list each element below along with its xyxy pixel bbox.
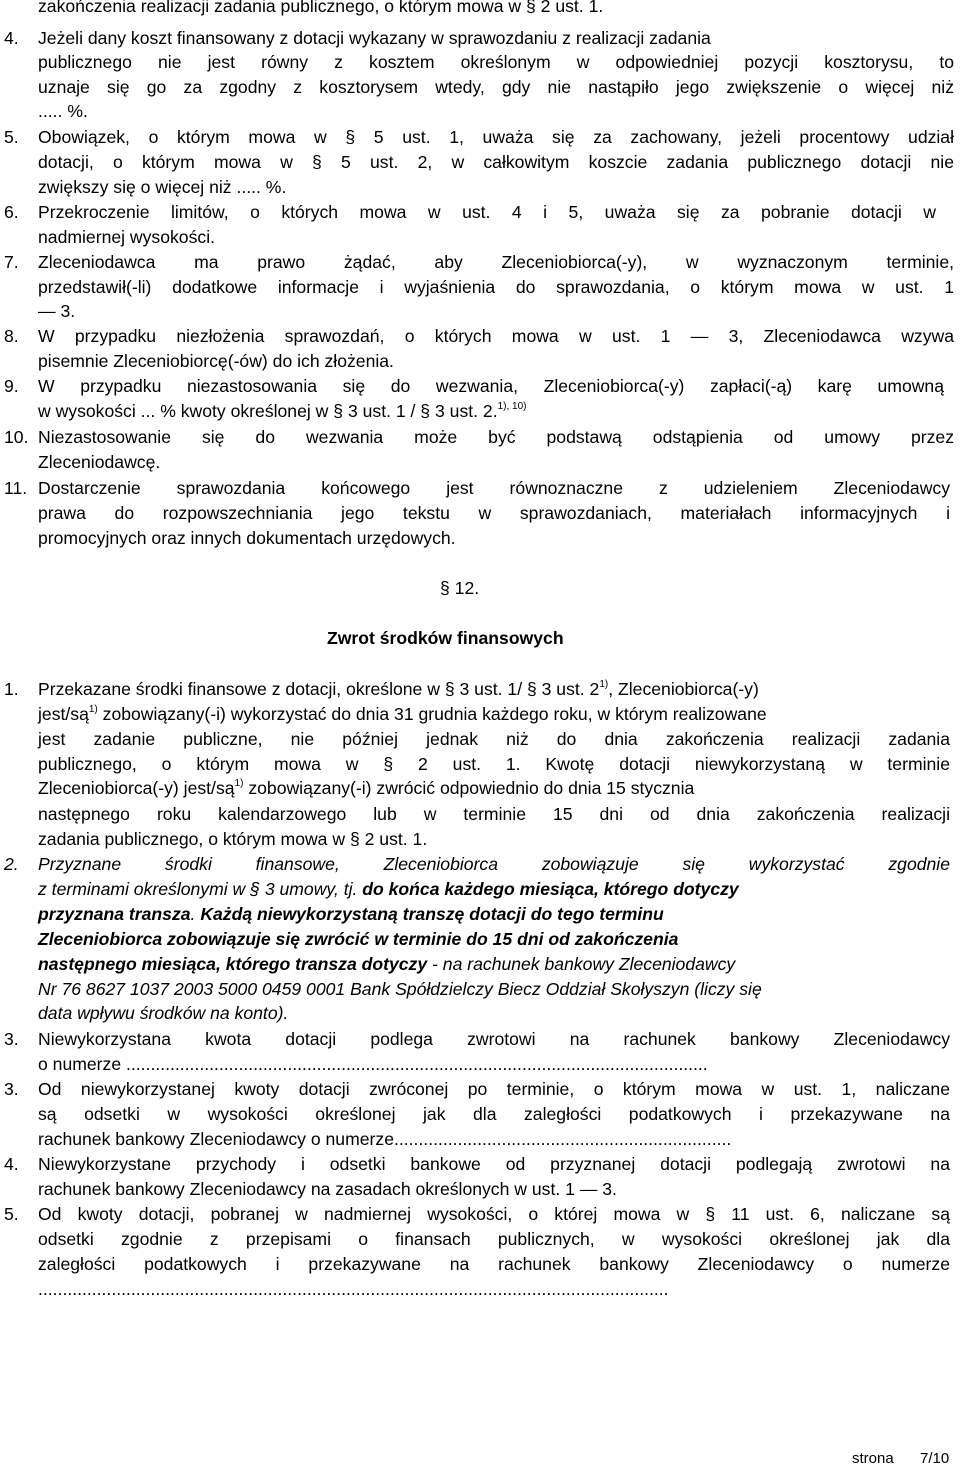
text-line: ..... %. [38, 101, 88, 121]
text-line: dotacji, o którym mowa w § 5 ust. 2, w całkowitym koszcie zadania publicznego dotacji nie [38, 152, 954, 172]
item-number: 11. [4, 478, 28, 498]
text-line: z terminami określonymi w § 3 umowy, tj. do końca każdego miesiąca, którego dotyczy [38, 879, 739, 899]
item-number: 5. [4, 127, 19, 147]
text-line: Niewykorzystana kwota dotacji podlega zwrotowi na rachunek bankowy Zleceniodawcy [38, 1029, 950, 1049]
item-number: 6. [4, 202, 19, 222]
text-line: o numerze ....................................................................................................................... [38, 1054, 708, 1074]
text-line: zadania publicznego, o którym mowa w § 2 ust. 1. [38, 829, 428, 849]
footnote-ref: 1) [599, 679, 609, 691]
text-line: zwiększy się o więcej niż ..... %. [38, 177, 287, 197]
text-line: odsetki zgodnie z przepisami o finansach publicznych, w wysokości określonej jak dla [38, 1229, 950, 1249]
item-number: 8. [4, 326, 19, 346]
footnote-ref: 1), 10) [497, 401, 527, 413]
text-line: Zleceniobiorca(-y) jest/$są^{1)}$ zobowiązany(-i) zwrócić odpowiednio do dnia 15 stycznia [38, 778, 695, 798]
item-number: 4. [4, 1154, 19, 1174]
text-line: Nr 76 8627 1037 2003 5000 0459 0001 Bank Spółdzielczy Biecz Oddział Skołyszyn (liczy się [38, 979, 762, 999]
section-number: § 12. [440, 578, 480, 598]
text-line: jest/$są^{1)}$ zobowiązany(-i) wykorzystać do dnia 31 grudnia każdego roku, w którym realizowane [38, 704, 767, 724]
text-line: następnego roku kalendarzowego lub w terminie 15 dni od dnia zakończenia realizacji [38, 804, 950, 824]
text-line: Jeżeli dany koszt finansowany z dotacji wykazany w sprawozdaniu z realizacji zadania [38, 28, 711, 48]
item-number: 3. [4, 1079, 19, 1099]
item-number: 7. [4, 252, 19, 272]
item-number: 3. [4, 1029, 19, 1049]
text-line: ................................................................................................................................. [38, 1279, 669, 1299]
text-line: zaległości podatkowych i przekazywane na rachunek bankowy Zleceniodawcy o numerze [38, 1254, 950, 1274]
footnote-ref: 1) [234, 778, 244, 790]
text-line: Od kwoty dotacji, pobranej w nadmiernej wysokości, o której mowa w § 11 ust. 6, naliczane są [38, 1204, 950, 1224]
text-line: promocyjnych oraz innych dokumentach urzędowych. [38, 528, 456, 548]
text-line: nadmiernej wysokości. [38, 227, 215, 247]
text-line: publicznego nie jest równy z kosztem określonym w odpowiedniej pozycji kosztorysu, to [38, 52, 954, 72]
text-line: W przypadku niezłożenia sprawozdań, o których mowa w ust. 1 — 3, Zleceniodawca wzywa [38, 326, 954, 346]
text-line: są odsetki w wysokości określonej jak dla zaległości podatkowych i przekazywane na [38, 1104, 950, 1124]
item-number: 4. [4, 28, 19, 48]
text-line: Zleceniobiorca zobowiązuje się zwrócić w terminie do 15 dni od zakończenia [38, 929, 679, 949]
text-line: Przekroczenie limitów, o których mowa w ust. 4 i 5, uważa się za pobranie dotacji w [38, 202, 936, 222]
item-number: 5. [4, 1204, 19, 1224]
item-number: 1. [4, 679, 19, 699]
item-number: 10. [4, 427, 29, 447]
text-line: Od niewykorzystanej kwoty dotacji zwróconej po terminie, o którym mowa w ust. 1, naliczane [38, 1079, 950, 1099]
text-line: pisemnie Zleceniobiorcę(-ów) do ich złożenia. [38, 351, 394, 371]
text-line: Zleceniodawca ma prawo żądać, aby Zleceniobiorca(-y), w wyznaczonym terminie, [38, 252, 954, 272]
text-line: przedstawił(-li) dodatkowe informacje i wyjaśnienia do sprawozdania, o którym mowa w ust. 1 [38, 277, 954, 297]
text-line: w wysokości ... % kwoty określonej w § 3 ust. 1 / § 3 ust. 2.$^{1), 10)}$ [38, 401, 527, 421]
text-line: następnego miesiąca, którego transza dotyczy - na rachunek bankowy Zleceniodawcy [38, 954, 736, 974]
item-number: 2. [4, 854, 19, 874]
text-line: Zleceniodawcę. [38, 452, 161, 472]
text-line: publicznego, o którym mowa w § 2 ust. 1. Kwotę dotacji niewykorzystaną w terminie [38, 754, 950, 774]
section-title: Zwrot środków finansowych [327, 628, 564, 648]
text-line: prawa do rozpowszechniania jego tekstu w sprawozdaniach, materiałach informacyjnych i [38, 503, 950, 523]
text-line: rachunek bankowy Zleceniodawcy na zasadach określonych w ust. 1 — 3. [38, 1179, 617, 1199]
footnote-ref: 1) [88, 704, 98, 716]
text-line: data wpływu środków na konto). [38, 1003, 289, 1023]
item-number: 9. [4, 376, 19, 396]
text-line: zakończenia realizacji zadania publicznego, o którym mowa w § 2 ust. 1. [38, 0, 604, 16]
text-line: Przyznane środki finansowe, Zleceniobiorca zobowiązuje się wykorzystać zgodnie [38, 854, 950, 874]
text-line: Niezastosowanie się do wezwania może być podstawą odstąpienia od umowy przez [38, 427, 954, 447]
text-line: jest zadanie publiczne, nie później jednak niż do dnia zakończenia realizacji zadania [38, 729, 950, 749]
text-line: Obowiązek, o którym mowa w § 5 ust. 1, uważa się za zachowany, jeżeli procentowy udział [38, 127, 954, 147]
footer-page-number: 7/10 [920, 1450, 950, 1467]
text-line: — 3. [38, 301, 76, 321]
text-line: Dostarczenie sprawozdania końcowego jest równoznaczne z udzieleniem Zleceniodawcy [38, 478, 950, 498]
text-line: rachunek bankowy Zleceniodawcy o numerze..................................................................... [38, 1129, 732, 1149]
footer-page-label: strona [852, 1450, 894, 1467]
text-line: Niewykorzystane przychody i odsetki bankowe od przyznanej dotacji podlegają zwrotowi na [38, 1154, 950, 1174]
text-line: uznaje się go za zgodny z kosztorysem wtedy, gdy nie nastąpiło jego zwiększenie o więcej niż [38, 77, 954, 97]
text-line: Przekazane środki finansowe z dotacji, określone w § 3 ust. 1/ § 3 ust. 2$^{1)}$, Zleceniobiorca(-y) [38, 679, 759, 699]
text-line: W przypadku niezastosowania się do wezwania, Zleceniobiorca(-y) zapłaci(-ą) karę umowną [38, 376, 944, 396]
text-line: przyznana transza. Każdą niewykorzystaną transzę dotacji do tego terminu [38, 904, 664, 924]
